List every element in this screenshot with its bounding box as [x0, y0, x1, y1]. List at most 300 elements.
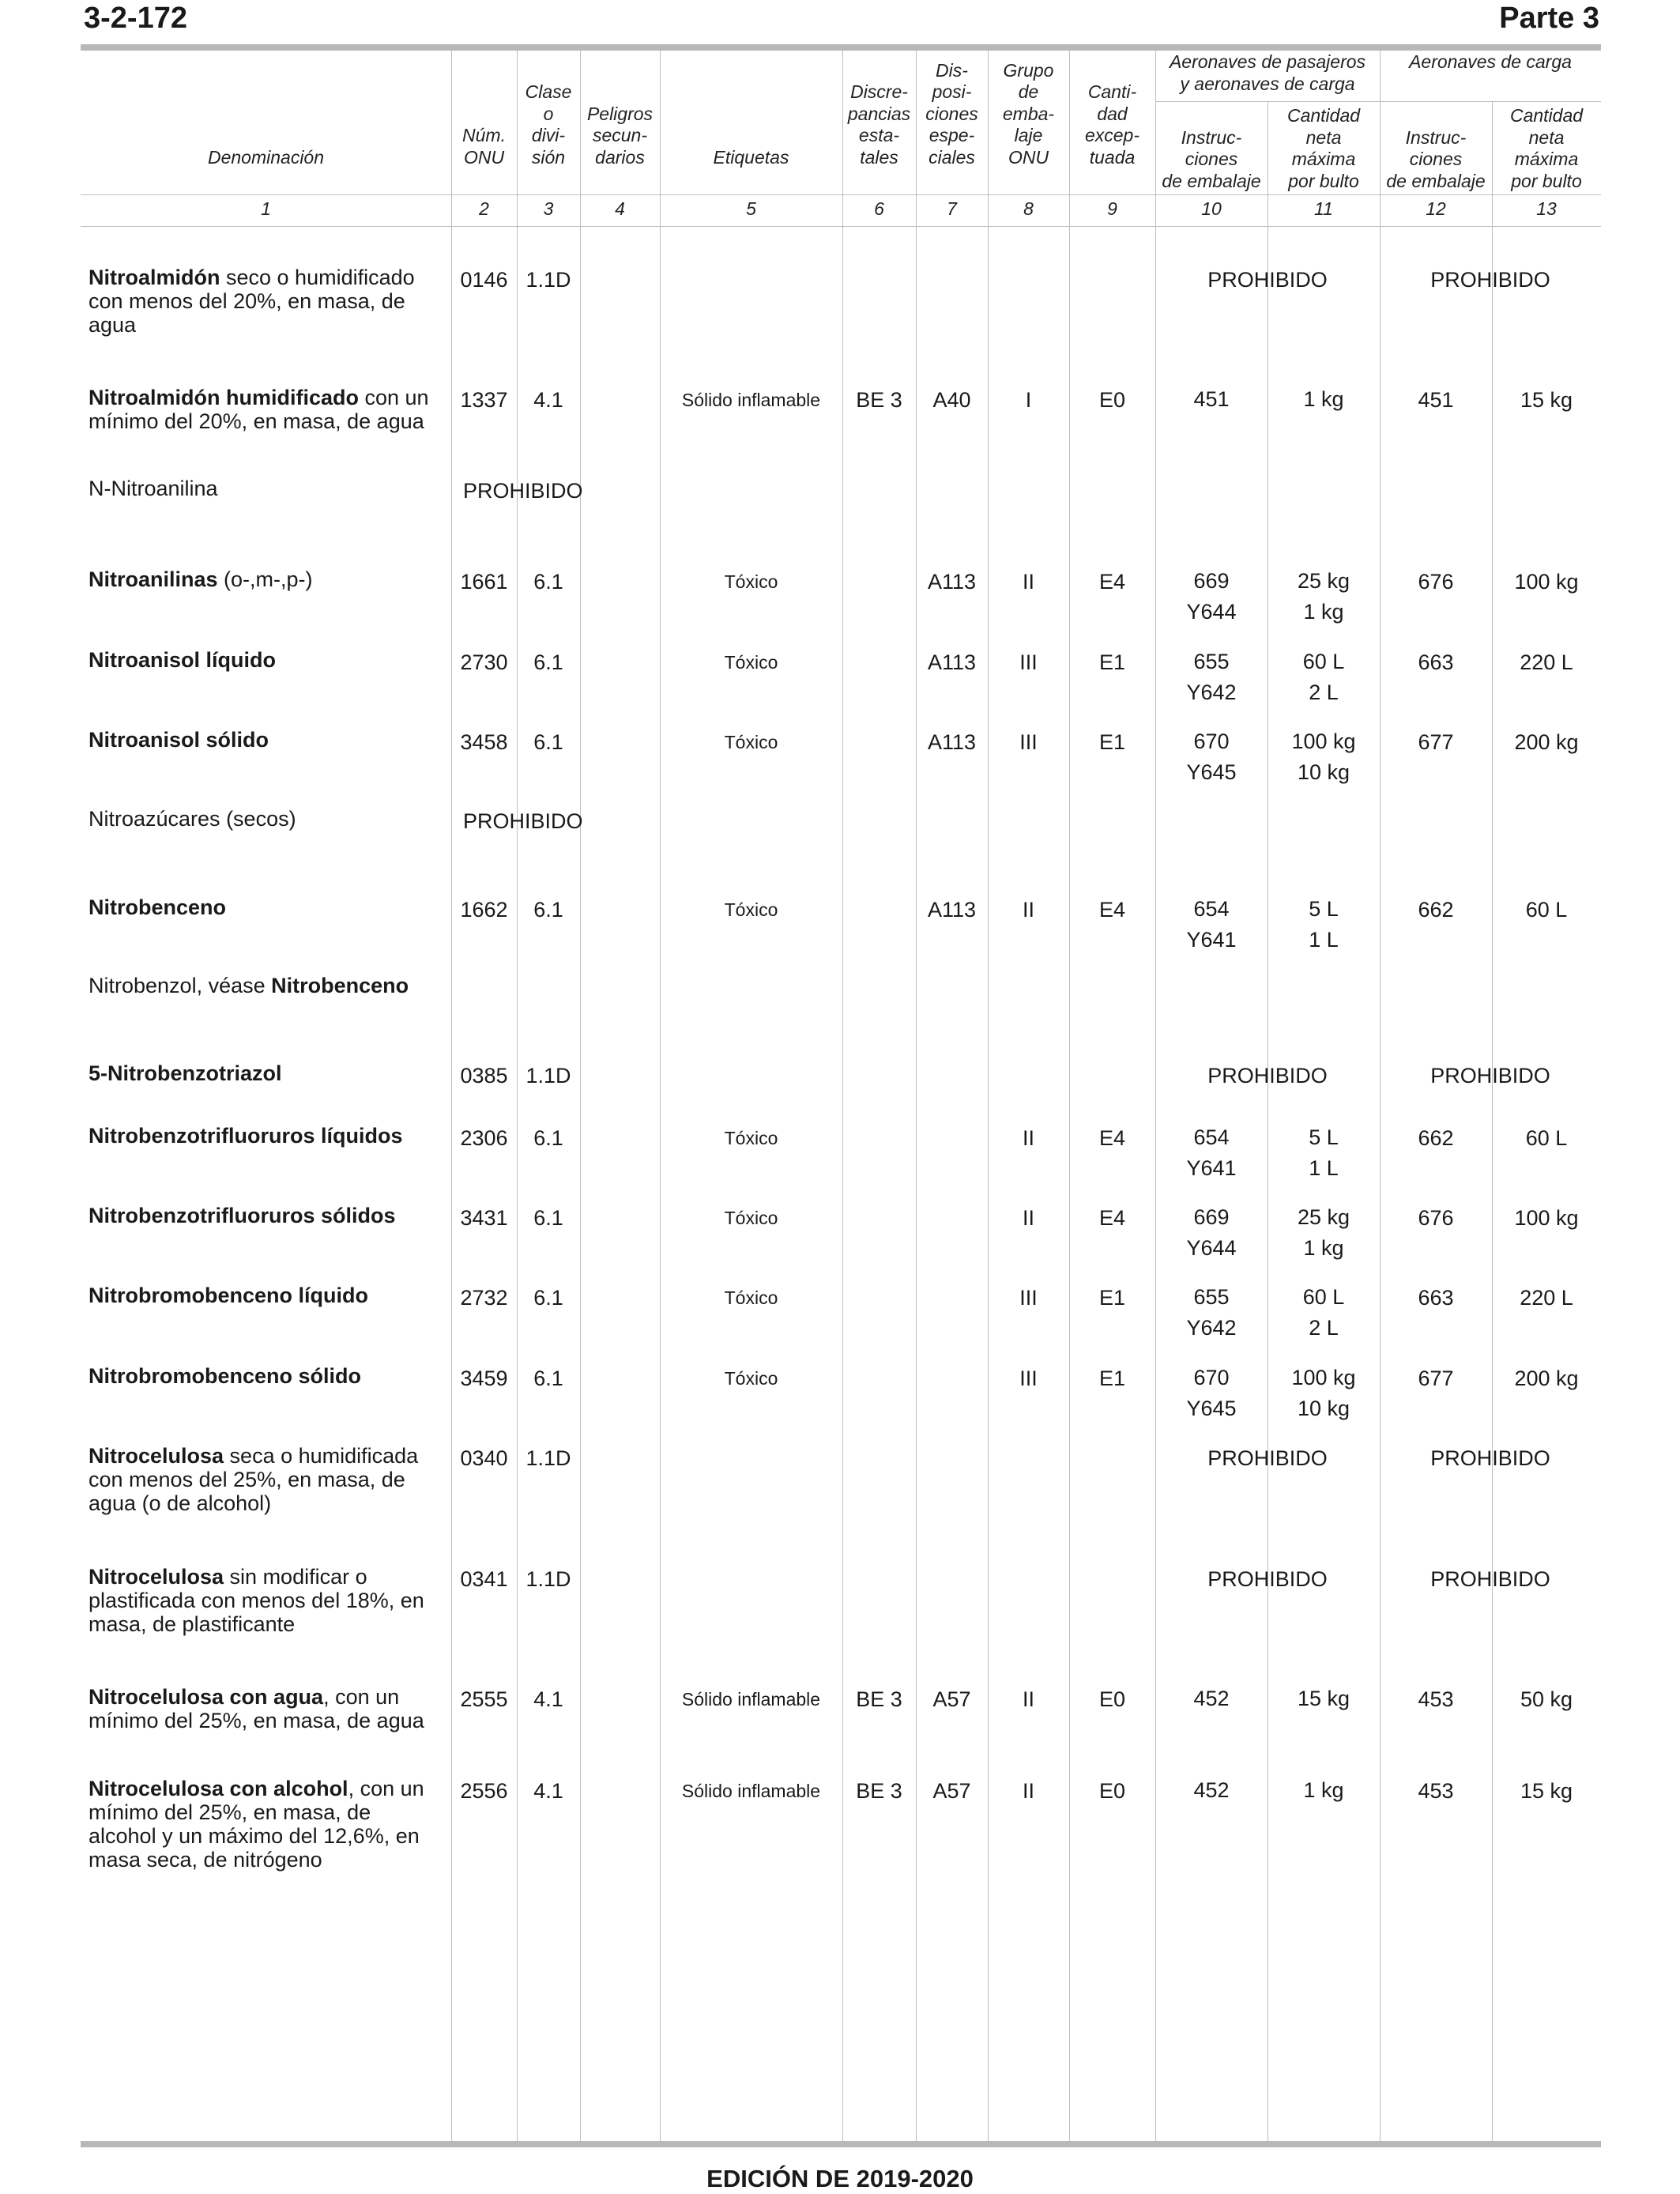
header-grupo-line: emba- [1002, 103, 1055, 124]
header-grupo-line: Grupo [1003, 59, 1054, 81]
substance-name-bold: Nitrobenceno [89, 895, 227, 919]
header-cantidad-neta-pax [1268, 105, 1380, 192]
passenger-packing-instruction-value: Y645 [1186, 760, 1237, 784]
packing-group: II [1022, 1779, 1034, 1803]
passenger-packing-instruction-value: 451 [1193, 387, 1230, 411]
header-peligros-line: darios [595, 146, 645, 168]
passenger-packing-instruction-value: 669 [1193, 1205, 1230, 1229]
header-disposiciones-line: ciales [929, 146, 975, 168]
header-instrucciones-pax-line: ciones [1185, 149, 1238, 169]
hazard-label: Sólido inflamable [681, 1689, 821, 1710]
header-instrucciones-cargo-line: de embalaje [1386, 170, 1486, 191]
passenger-packing-instruction [1155, 726, 1268, 788]
passenger-max-net-quantity [1268, 647, 1380, 708]
header-clase-line: divi- [531, 125, 566, 145]
substance-name [89, 974, 443, 997]
passenger-max-net-quantity [1268, 726, 1380, 788]
header-peligros-line: Peligros [586, 103, 654, 124]
passenger-max-net-quantity-value: 1 L [1309, 1156, 1339, 1180]
header-clase-line: Clase [525, 81, 572, 102]
substance-name [89, 1061, 443, 1085]
column-divider [842, 51, 843, 2141]
substance-name-bold: Nitrobenzotrifluoruros líquidos [89, 1124, 403, 1148]
column-number: 12 [1426, 198, 1446, 219]
header-discrepancias-line: Discre- [850, 81, 908, 102]
header-cantidad-neta-cargo-line: máxima [1514, 149, 1579, 169]
header-pasajeros-group-line: Aeronaves de pasajeros [1169, 51, 1366, 72]
passenger-max-net-quantity-value: 2 L [1309, 1316, 1339, 1340]
header-clase-line: o [543, 103, 554, 124]
header-instrucciones-pax [1155, 127, 1268, 193]
bottom-rule [81, 2141, 1601, 2147]
passenger-packing-instruction-value: Y642 [1186, 680, 1237, 704]
header-carga-group-line: Aeronaves de carga [1409, 51, 1572, 72]
cargo-max-net-quantity: 50 kg [1520, 1687, 1573, 1711]
substance-name [89, 567, 443, 591]
hazard-class: 6.1 [533, 1126, 563, 1150]
substance-name-bold: Nitrobromobenceno sólido [89, 1364, 362, 1388]
column-number: 1 [261, 198, 271, 219]
hazard-class: 1.1D [525, 1446, 571, 1470]
un-number: 0385 [460, 1064, 508, 1088]
substance-name-description: seco o humidificado con menos del 20%, en masa, de agua [89, 266, 415, 337]
passenger-packing-instruction-value: Y642 [1186, 1316, 1237, 1340]
hazard-label: Tóxico [724, 1128, 778, 1148]
substance-name [89, 477, 443, 500]
column-divider [1155, 51, 1156, 2141]
substance-name-description: (o-,m-,p-) [217, 567, 313, 591]
passenger-packing-instruction [1155, 647, 1268, 708]
passenger-prohibited: PROHIBIDO [1207, 1064, 1328, 1088]
packing-group: III [1019, 1367, 1038, 1390]
passenger-packing-instruction [1155, 1122, 1268, 1184]
passenger-packing-instruction [1155, 1282, 1268, 1344]
passenger-max-net-quantity-value: 5 L [1309, 897, 1339, 921]
header-num-onu-line: Núm. [462, 125, 506, 145]
cargo-packing-instruction: 676 [1418, 1206, 1454, 1230]
special-provision: A40 [932, 388, 971, 412]
header-cantidad-exceptuada-line: Canti- [1087, 81, 1137, 102]
header-etiquetas [660, 147, 842, 169]
passenger-packing-instruction-value: 452 [1193, 1687, 1230, 1710]
substance-name [89, 266, 443, 337]
header-peligros-line: secun- [592, 125, 648, 145]
passenger-packing-instruction [1155, 384, 1268, 415]
substance-name-bold: Nitroanisol sólido [89, 728, 269, 752]
hazard-label: Sólido inflamable [681, 1781, 821, 1801]
substance-name-bold: Nitrocelulosa [89, 1444, 224, 1468]
hazard-label: Tóxico [724, 1287, 778, 1308]
un-number: 2556 [460, 1779, 508, 1803]
substance-name-bold: Nitrocelulosa con agua [89, 1685, 324, 1709]
passenger-packing-instruction [1155, 1775, 1268, 1806]
header-cantidad-neta-cargo-line: por bulto [1511, 170, 1582, 191]
packing-group: I [1025, 388, 1032, 412]
un-number: 1337 [460, 388, 508, 412]
header-cantidad-neta-pax-line: Cantidad [1286, 105, 1361, 126]
passenger-max-net-quantity-value: 100 kg [1291, 729, 1356, 753]
hazard-class: 6.1 [533, 730, 563, 754]
substance-name-bold: Nitrobromobenceno líquido [89, 1284, 368, 1307]
substance-name-bold: Nitrocelulosa con alcohol [89, 1777, 348, 1800]
passenger-max-net-quantity-value: 25 kg [1297, 569, 1350, 593]
hazard-label: Sólido inflamable [681, 390, 821, 410]
cargo-packing-instruction: 677 [1418, 730, 1454, 754]
substance-name [89, 895, 443, 919]
substance-name [89, 1204, 443, 1227]
packing-group: II [1022, 1687, 1034, 1711]
packing-group: III [1019, 1286, 1038, 1310]
column-number: 8 [1023, 198, 1034, 219]
passenger-packing-instruction-value: 670 [1193, 1366, 1230, 1389]
substance-name-bold: Nitroanilinas [89, 567, 218, 591]
column-divider [916, 51, 917, 2141]
passenger-max-net-quantity [1268, 1282, 1380, 1344]
header-pasajeros-group [1155, 51, 1380, 95]
passenger-prohibited: PROHIBIDO [1207, 1567, 1328, 1591]
passenger-packing-instruction-value: 655 [1193, 1285, 1230, 1309]
un-number: 2306 [460, 1126, 508, 1150]
cargo-max-net-quantity: 60 L [1525, 898, 1568, 922]
row-prohibited: PROHIBIDO [463, 809, 583, 833]
header-pasajeros-group-line: y aeronaves de carga [1180, 73, 1355, 94]
hazard-class: 1.1D [525, 268, 571, 292]
substance-name-bold: Nitroalmidón humidificado [89, 386, 359, 409]
column-number: 7 [947, 198, 957, 219]
passenger-prohibited: PROHIBIDO [1207, 268, 1328, 292]
passenger-max-net-quantity-value: 2 L [1309, 680, 1339, 704]
excepted-quantity: E1 [1098, 1286, 1126, 1310]
packing-group: II [1022, 570, 1034, 594]
header-clase [517, 81, 580, 168]
passenger-max-net-quantity-value: 100 kg [1291, 1366, 1356, 1389]
passenger-max-net-quantity [1268, 566, 1380, 628]
un-number: 0340 [460, 1446, 508, 1470]
column-number: 2 [479, 198, 489, 219]
passenger-packing-instruction-value: Y641 [1186, 1156, 1237, 1180]
passenger-max-net-quantity [1268, 1683, 1380, 1714]
passenger-packing-instruction-value: 452 [1193, 1778, 1230, 1802]
header-discrepancias-line: tales [860, 146, 898, 168]
cargo-prohibited: PROHIBIDO [1430, 268, 1550, 292]
cargo-prohibited: PROHIBIDO [1430, 1446, 1550, 1470]
passenger-packing-instruction-value: 654 [1193, 1125, 1230, 1149]
un-number: 2732 [460, 1286, 508, 1310]
passenger-packing-instruction-value: 669 [1193, 569, 1230, 593]
column-divider [1380, 51, 1381, 2141]
packing-group: II [1022, 898, 1034, 922]
column-number: 6 [874, 198, 884, 219]
cargo-max-net-quantity: 60 L [1525, 1126, 1568, 1150]
column-divider [580, 51, 581, 2141]
passenger-packing-instruction [1155, 1202, 1268, 1264]
header-instrucciones-cargo-line: Instruc- [1405, 126, 1467, 148]
packing-group: II [1022, 1126, 1034, 1150]
column-number: 10 [1201, 198, 1222, 219]
passenger-prohibited: PROHIBIDO [1207, 1446, 1328, 1470]
excepted-quantity: E0 [1098, 1687, 1126, 1711]
excepted-quantity: E1 [1098, 730, 1126, 754]
packing-group: III [1019, 730, 1038, 754]
passenger-max-net-quantity-value: 1 kg [1303, 387, 1344, 411]
substance-name [89, 728, 443, 752]
header-cantidad-neta-pax-line: máxima [1291, 149, 1356, 169]
hazard-label: Tóxico [724, 732, 778, 752]
passenger-packing-instruction-value: 654 [1193, 897, 1230, 921]
part-title: Parte 3 [1499, 2, 1599, 35]
header-etiquetas-line: Etiquetas [713, 146, 789, 168]
column-divider [451, 51, 452, 2141]
header-denominacion-line: Denominación [207, 146, 325, 168]
state-variation: BE 3 [856, 388, 902, 412]
substance-name [89, 1444, 443, 1515]
cargo-packing-instruction: 662 [1418, 1126, 1454, 1150]
passenger-max-net-quantity [1268, 1363, 1380, 1424]
header-discrepancias-line: pancias [847, 103, 911, 124]
header-disposiciones-line: Dis- [936, 59, 968, 81]
passenger-packing-instruction-value: 655 [1193, 650, 1230, 673]
passenger-packing-instruction-value: Y641 [1186, 928, 1237, 952]
passenger-max-net-quantity-value: 25 kg [1297, 1205, 1350, 1229]
passenger-max-net-quantity-value: 60 L [1302, 650, 1345, 673]
header-disposiciones-line: espe- [929, 125, 975, 145]
header-grupo-line: ONU [1008, 146, 1049, 168]
excepted-quantity: E0 [1098, 1779, 1126, 1803]
passenger-max-net-quantity-value: 10 kg [1297, 760, 1350, 784]
un-number: 2730 [460, 650, 508, 674]
header-instrucciones-pax-line: Instruc- [1181, 126, 1242, 148]
un-number: 3431 [460, 1206, 508, 1230]
cargo-max-net-quantity: 15 kg [1520, 1779, 1573, 1803]
hazard-class: 4.1 [533, 1779, 563, 1803]
header-cantidad-neta-cargo [1492, 105, 1601, 192]
substance-name-description: con un mínimo del 20%, en masa, de agua [89, 386, 429, 433]
un-number: 3458 [460, 730, 508, 754]
passenger-packing-instruction-value: Y645 [1186, 1397, 1237, 1420]
special-provision: A113 [927, 898, 977, 922]
cargo-packing-instruction: 676 [1418, 570, 1454, 594]
passenger-packing-instruction [1155, 566, 1268, 628]
hazard-label: Tóxico [724, 571, 778, 592]
header-cantidad-exceptuada-line: dad [1097, 103, 1128, 124]
passenger-max-net-quantity-value: 1 kg [1303, 600, 1344, 624]
excepted-quantity: E4 [1098, 1206, 1126, 1230]
cargo-max-net-quantity: 220 L [1520, 1286, 1573, 1310]
substance-name [89, 1124, 443, 1148]
column-number: 13 [1536, 198, 1557, 219]
passenger-max-net-quantity-value: 10 kg [1297, 1397, 1350, 1420]
header-instrucciones-cargo [1380, 127, 1492, 193]
column-number: 9 [1107, 198, 1117, 219]
excepted-quantity: E0 [1098, 388, 1126, 412]
substance-name-reference: Nitrobenceno [271, 974, 409, 997]
cargo-max-net-quantity: 200 kg [1514, 1367, 1579, 1390]
header-disposiciones-line: posi- [932, 81, 972, 102]
cargo-packing-instruction: 677 [1418, 1367, 1454, 1390]
substance-name-bold: 5-Nitrobenzotriazol [89, 1061, 282, 1085]
header-cantidad-neta-cargo-line: neta [1528, 126, 1565, 148]
column-number: 5 [746, 198, 756, 219]
hazard-class: 1.1D [525, 1064, 571, 1088]
substance-name [89, 1565, 443, 1636]
header-grupo-line: laje [1014, 125, 1043, 145]
substance-name [89, 1364, 443, 1388]
cargo-max-net-quantity: 100 kg [1514, 1206, 1579, 1230]
special-provision: A57 [932, 1779, 971, 1803]
excepted-quantity: E4 [1098, 570, 1126, 594]
cargo-max-net-quantity: 200 kg [1514, 730, 1579, 754]
cargo-packing-instruction: 453 [1418, 1687, 1454, 1711]
substance-name-bold: Nitrobenzotrifluoruros sólidos [89, 1204, 396, 1227]
passenger-max-net-quantity [1268, 1775, 1380, 1806]
cargo-packing-instruction: 451 [1418, 388, 1454, 412]
substance-name-text: Nitroazúcares (secos) [89, 807, 296, 831]
substance-name [89, 648, 443, 672]
column-divider [988, 51, 989, 2141]
hazard-class: 6.1 [533, 1367, 563, 1390]
hazard-class: 6.1 [533, 1206, 563, 1230]
cargo-max-net-quantity: 100 kg [1514, 570, 1579, 594]
header-instrucciones-cargo-line: ciones [1409, 149, 1463, 169]
substance-name-description: , con un mínimo del 25%, en masa, de alcohol y un máximo del 12,6%, en masa seca, de nitrógeno [89, 1777, 424, 1872]
cargo-packing-instruction: 662 [1418, 898, 1454, 922]
header-discrepancias-line: esta- [858, 125, 900, 145]
cargo-packing-instruction: 663 [1418, 650, 1454, 674]
header-cantidad-neta-cargo-line: Cantidad [1509, 105, 1584, 126]
header-clase-line: sión [531, 146, 566, 168]
passenger-max-net-quantity-value: 60 L [1302, 1285, 1345, 1309]
header-peligros [580, 104, 660, 169]
cargo-max-net-quantity: 220 L [1520, 650, 1573, 674]
cargo-prohibited: PROHIBIDO [1430, 1064, 1550, 1088]
header-discrepancias [842, 81, 916, 168]
column-divider [660, 51, 661, 2141]
hazard-class: 4.1 [533, 388, 563, 412]
header-carga-group [1380, 51, 1601, 74]
header-grupo [988, 60, 1069, 169]
hazard-class: 6.1 [533, 650, 563, 674]
cargo-packing-instruction: 663 [1418, 1286, 1454, 1310]
hazard-label: Tóxico [724, 1208, 778, 1228]
passenger-packing-instruction [1155, 1683, 1268, 1714]
hazard-label: Tóxico [724, 652, 778, 673]
hazard-class: 6.1 [533, 570, 563, 594]
header-disposiciones-line: ciones [925, 103, 978, 124]
column-number: 3 [543, 198, 554, 219]
header-denominacion [81, 147, 451, 169]
un-number: 0146 [460, 268, 508, 292]
un-number: 1661 [460, 570, 508, 594]
passenger-packing-instruction-value: 670 [1193, 729, 1230, 753]
hazard-label: Tóxico [724, 1368, 778, 1389]
un-number: 0341 [460, 1567, 508, 1591]
row-prohibited: PROHIBIDO [463, 479, 583, 503]
passenger-packing-instruction-value: Y644 [1186, 600, 1237, 624]
column-number: 4 [615, 198, 625, 219]
special-provision: A113 [927, 570, 977, 594]
un-number: 2555 [460, 1687, 508, 1711]
header-bottom-rule [81, 194, 1601, 195]
un-number: 1662 [460, 898, 508, 922]
column-divider [1069, 51, 1070, 2141]
packing-group: II [1022, 1206, 1034, 1230]
excepted-quantity: E1 [1098, 650, 1126, 674]
passenger-max-net-quantity-value: 5 L [1309, 1125, 1339, 1149]
edition-footer: EDICIÓN DE 2019-2020 [706, 2165, 974, 2192]
header-cantidad-exceptuada-line: tuada [1089, 146, 1136, 168]
header-num-onu [451, 125, 517, 168]
passenger-max-net-quantity [1268, 894, 1380, 956]
substance-name-bold: Nitroanisol líquido [89, 648, 276, 672]
hazard-class: 6.1 [533, 898, 563, 922]
header-cantidad-neta-pax-line: por bulto [1288, 170, 1359, 191]
special-provision: A113 [927, 730, 977, 754]
special-provision: A57 [932, 1687, 971, 1711]
substance-name-description: sin modificar o plastificada con menos del 18%, en masa, de plastificante [89, 1565, 424, 1636]
state-variation: BE 3 [856, 1779, 902, 1803]
hazard-label: Tóxico [724, 899, 778, 920]
substance-name [89, 1284, 443, 1307]
packing-group: III [1019, 650, 1038, 674]
excepted-quantity: E4 [1098, 1126, 1126, 1150]
passenger-packing-instruction [1155, 894, 1268, 956]
cargo-max-net-quantity: 15 kg [1520, 388, 1573, 412]
substance-name [89, 1777, 443, 1872]
hazard-class: 4.1 [533, 1687, 563, 1711]
header-subgroup-rule [1155, 101, 1601, 102]
column-number-rule [81, 226, 1601, 227]
cargo-packing-instruction: 453 [1418, 1779, 1454, 1803]
passenger-max-net-quantity [1268, 1122, 1380, 1184]
substance-name-description: seca o humidificada con menos del 25%, en masa, de agua (o de alcohol) [89, 1444, 419, 1515]
hazard-class: 1.1D [525, 1567, 571, 1591]
state-variation: BE 3 [856, 1687, 902, 1711]
header-num-onu-line: ONU [463, 146, 505, 168]
substance-name [89, 1685, 443, 1732]
excepted-quantity: E4 [1098, 898, 1126, 922]
passenger-max-net-quantity-value: 15 kg [1297, 1687, 1350, 1710]
column-number: 11 [1314, 198, 1333, 219]
header-cantidad-exceptuada [1069, 81, 1155, 168]
substance-name-text: Nitrobenzol, véase [89, 974, 272, 997]
header-disposiciones [916, 60, 988, 169]
header-cantidad-exceptuada-line: excep- [1084, 125, 1140, 145]
top-rule [81, 44, 1601, 51]
substance-name-bold: Nitroalmidón [89, 266, 220, 289]
page-number: 3-2-172 [84, 2, 187, 35]
cargo-prohibited: PROHIBIDO [1430, 1567, 1550, 1591]
excepted-quantity: E1 [1098, 1367, 1126, 1390]
passenger-max-net-quantity-value: 1 kg [1303, 1778, 1344, 1802]
passenger-max-net-quantity-value: 1 kg [1303, 1236, 1344, 1260]
passenger-max-net-quantity [1268, 384, 1380, 415]
substance-name [89, 386, 443, 433]
column-divider [517, 51, 518, 2141]
passenger-max-net-quantity-value: 1 L [1309, 928, 1339, 952]
passenger-packing-instruction-value: Y644 [1186, 1236, 1237, 1260]
header-instrucciones-pax-line: de embalaje [1162, 170, 1261, 191]
substance-name-bold: Nitrocelulosa [89, 1565, 224, 1589]
special-provision: A113 [927, 650, 977, 674]
un-number: 3459 [460, 1367, 508, 1390]
substance-name-text: N-Nitroanilina [89, 477, 218, 500]
passenger-max-net-quantity [1268, 1202, 1380, 1264]
substance-name-description: , con un mínimo del 25%, en masa, de agua [89, 1685, 424, 1732]
header-cantidad-neta-pax-line: neta [1305, 126, 1342, 148]
passenger-packing-instruction [1155, 1363, 1268, 1424]
header-grupo-line: de [1018, 81, 1039, 102]
hazard-class: 6.1 [533, 1286, 563, 1310]
